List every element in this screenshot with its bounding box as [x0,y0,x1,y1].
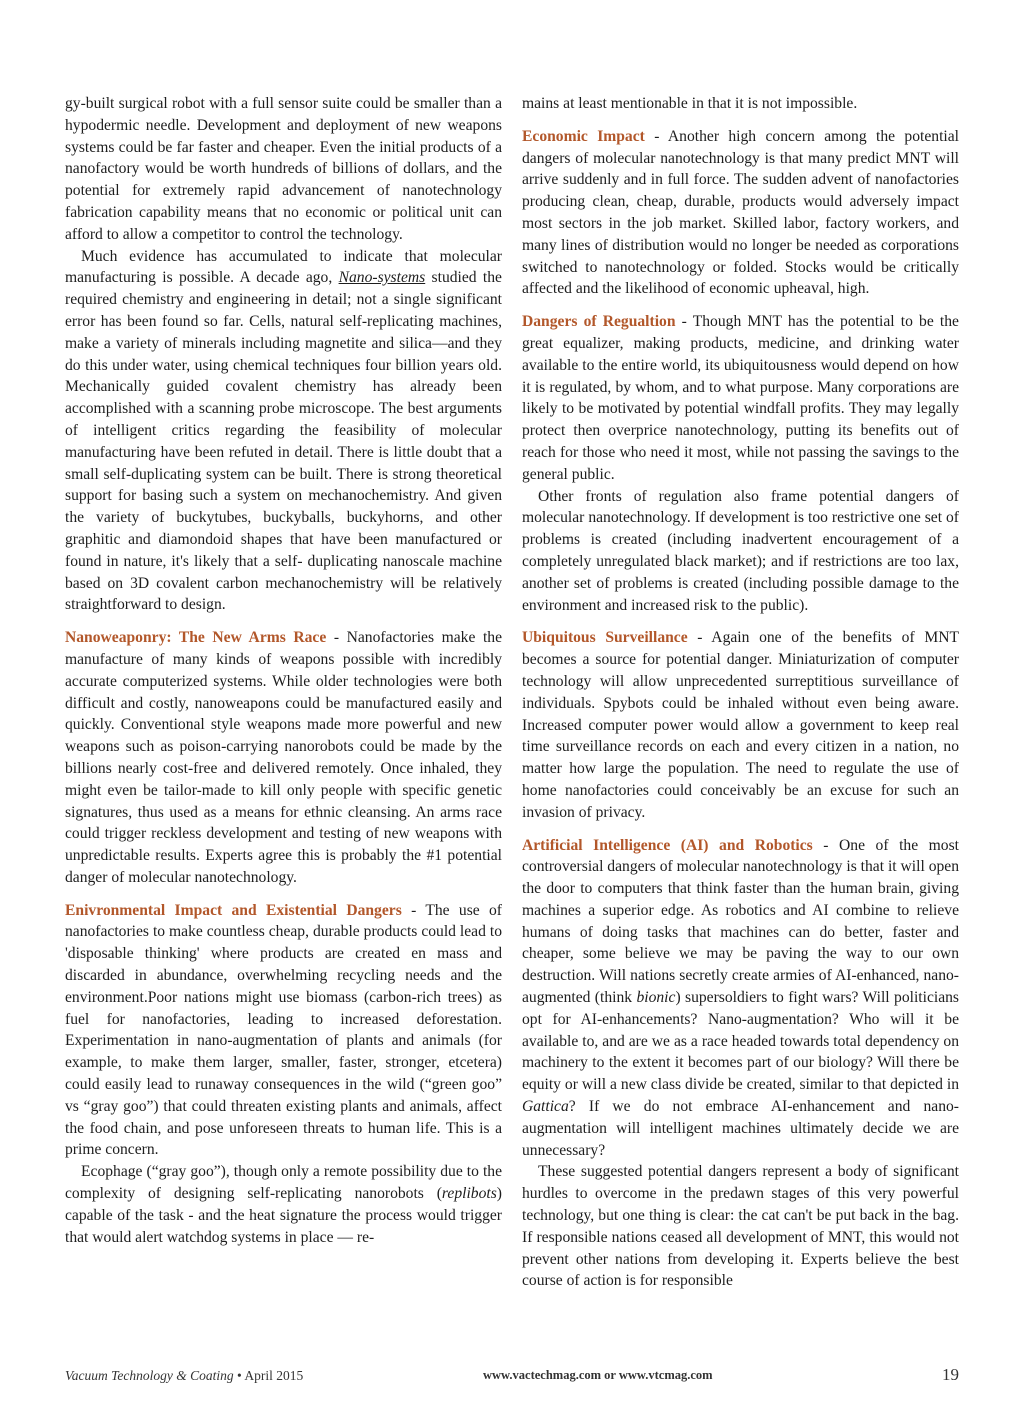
paragraph: gy-built surgical robot with a full sensor suite could be smaller than a hypodermic needle. Development and deployment of new weapons systems could be far faster and cheaper. Even the initial products of a nanofactory would be worth hundreds of billions of dollars, and the potential for extremely rapid advancement of nanotechnology fabrication capability means that no economic or political unit can afford to allow a competitor to control the technology. [65,95,502,243]
section-body: - Nanofactories make the manufacture of many kinds of weapons possible with incredibly accurate computerized systems. While older technologies were both difficult and costly, nanoweapons could be manufactured easily and quickly. Conventional style weapons made more powerful and new weapons such as poison-carrying nanorobots could be made by the billions nearly cost-free and delivered remotely. Once inhaled, they might even be tailor-made to kill only people with specific genetic signatures, thus used as a means for ethnic cleansing. An arms race could trigger reckless development and testing of new weapons with unpredictable results. Experts agree this is probably the #1 potential danger of molecular nanotechnology. [65,629,502,886]
section-body: - Another high concern among the potential dangers of molecular nanotechnology is that many predict MNT will arrive suddenly and in full force. The sudden advent of nanofactories producing clean, cheap, durable, products would adversely impact most sectors in the job market. Skilled labor, factory workers, and many lines of distribution would no longer be needed as corporations switched to nanotechnology or folded. Stocks would be critically affected and the likelihood of economic upheaval, high. [522,127,959,298]
paragraph-text: ) capable of the task - and the heat signature the process would trigger that would alert watchdog systems in place — re- [65,1185,502,1246]
emphasis: replibots [441,1185,497,1203]
section-body: - One of the most controversial dangers of molecular nanotechnology is that it will open the door to computers that think faster than the human brain, giving machines a superior edge. As robotics and AI combine to relieve humans of doing tasks that machines can do better, faster and cheaper, some believe we may be paving the way to our own destruction. Will nations secretly create armies of AI-enhanced, nano-augmented (think [522,836,959,1007]
section-regulation [522,311,959,485]
section-body: - The use of nanofactories to make countless cheap, durable products could lead to 'disposable thinking' where products are created en mass and discarded in abundance, overwhelming recycling needs and the environment.Poor nations might use biomass (carbon-rich trees) as fuel for nanofactories, leading to increased deforestation. Experimentation in nano-augmentation of plants and animals (for example, to make them larger, smaller, faster, stronger, etcetera) could easily lead to runaway consequences in the wild (“green goo” vs “gray goo”) that could threaten existing plants and animals, affect the food chain, and pose unforeseen threats to human life. This is a prime concern. [65,901,503,1159]
paragraph-text: studied the required chemistry and engineering in detail; not a single significant error has been found so far. Cells, natural self-replicating machines, make a variety of minerals including magnetite and silica—and they do this under water, using chemical techniques four billion years old. Mechanically guided covalent chemistry has already been accomplished with a scanning probe microscope. The best arguments of intelligent critics regarding the feasibility of molecular manufacturing have been refuted in detail. There is little doubt that a small self-duplicating system can be built. There is strong theoretical support for basing such a system on mechanochemistry. And given the variety of buckytubes, buckyballs, buckyhorns, and other graphitic and diamondoid shapes that have been manufactured or found in nature, it's likely that a self- duplicating nanoscale machine based on 3D covalent carbon mechanochemistry will be relatively straightforward to design. [65,269,502,614]
left-column [65,93,502,1248]
page-number: 19 [942,1365,959,1384]
nano-systems-reference: Nano-systems [338,269,426,287]
footer-publication [65,1368,303,1384]
section-heading: Nanoweaponry: The New Arms Race [65,629,327,647]
section-nanoweaponry [65,627,502,889]
bullet-separator: • [237,1368,242,1383]
section-heading: Dangers of Regualtion [522,313,676,331]
paragraph: Other fronts of regulation also frame potential dangers of molecular nanotechnology. If development is too restrictive one set of problems is created (including inadvertent encouragement of a completely unregulated black market); and if restrictions are too lax, another set of problems is created (including possible damage to the environment and increased risk to the public). [522,487,959,614]
section-heading: Enivronmental Impact and Existential Dangers [65,901,402,919]
publication-title: Vacuum Technology & Coating [65,1368,234,1383]
paragraph [65,1161,502,1248]
paragraph-text: Ecophage (“gray goo”), though only a remote possibility due to the complexity of designing self-replicating nanorobots ( [65,1163,502,1203]
section-heading: Ubiquitous Surveillance [522,629,688,647]
emphasis: bionic [636,989,676,1007]
footer-websites: www.vactechmag.com or www.vtcmag.com [483,1368,713,1382]
section-body: - Again one of the benefits of MNT becomes a source for potential danger. Miniaturization of computer technology will allow unprecedented surreptitious surveillance of individuals. Spybots could be inhaled without even being aware. Increased computer power would allow a government to keep real time surveillance records on each and every citizen in a nation, no matter how large the population. The need to regulate the use of home nanofactories could conceivably be an excuse for such an invasion of privacy. [522,629,959,821]
paragraph [65,246,502,617]
page-footer [65,1366,959,1388]
section-economic [522,126,959,300]
section-body: ) supersoldiers to fight wars? Will politicians opt for AI-enhancements? Nano-augmentation? Who will it be available to, and are we as a race headed towards total dependency on machinery to the extent it becomes part of our biology? Will there be equity or will a new class divide be created, similar to that depicted in [522,989,959,1094]
section-heading: Economic Impact [522,127,645,145]
section-ai [522,835,959,1162]
emphasis: Gattica [522,1098,569,1116]
section-surveillance [522,627,959,823]
section-body: ? If we do not embrace AI-enhancement and nano-augmentation will intelligent machines ultimately decide we are unnecessary? [522,1098,959,1159]
section-body: - Though MNT has the potential to be the great equalizer, making products, medicine, and drinking water available to the entire world, its ubiquitousness would depend on how it is regulated, by whom, and to what purpose. Many corporations are likely to be motivated by potential windfall profits. They may legally protect then overprice nanotechnology, putting its benefits out of reach for those who need it most, while not passing the savings to the general public. [522,313,959,483]
paragraph: These suggested potential dangers represent a body of significant hurdles to overcome in the predawn stages of this very powerful technology, but one thing is clear: the cat can't be put back in the bag. If responsible nations ceased all development of MNT, this would not prevent other nations from developing it. Experts believe the best course of action is for responsible [522,1163,959,1290]
right-column [522,93,959,1292]
paragraph-text: Much evidence has accumulated to indicate that molecular manufacturing is possible. A decade ago, [65,247,502,287]
paragraph: mains at least mentionable in that it is not impossible. [522,95,858,112]
issue-date: April 2015 [244,1368,304,1383]
section-environmental [65,900,502,1162]
section-heading: Artificial Intelligence (AI) and Robotics [522,836,813,854]
